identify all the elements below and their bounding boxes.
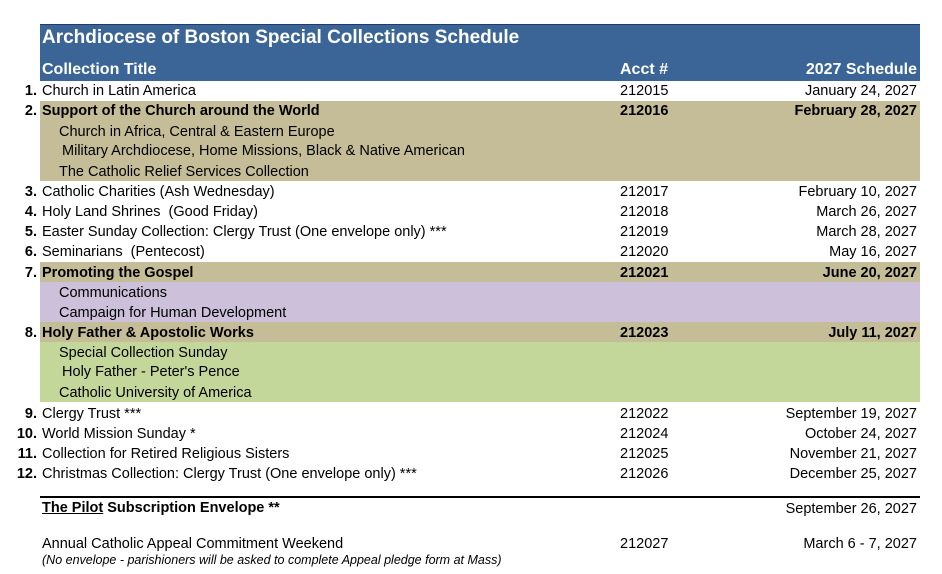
row-number: 10. [16,426,37,442]
row-date: June 20, 2027 [822,265,917,281]
sub-item: Military Archdiocese, Home Missions, Black & Native American [58,143,465,159]
row-title: Promoting the Gospel [42,265,194,281]
sub-item: Communications [59,285,167,301]
row-date: November 21, 2027 [789,446,917,462]
row-date: March 28, 2027 [816,224,917,240]
row-number: 5. [24,224,37,240]
appeal-acct: 212027 [620,536,669,552]
page-title: Archdiocese of Boston Special Collections Schedule [42,27,520,48]
row-number: 12. [16,466,37,482]
row-title: Catholic Charities (Ash Wednesday) [42,184,275,200]
appeal-note: (No envelope - parishioners will be asked to complete Appeal pledge form at Mass) [42,553,502,567]
row-acct: 212021 [620,265,669,281]
row-acct: 212015 [620,83,669,99]
table-row [0,263,920,283]
table-row [0,222,920,242]
row-title: Holy Land Shrines (Good Friday) [42,204,258,220]
pilot-row [0,499,920,519]
sub-item: Church in Africa, Central & Eastern Europe [59,124,335,140]
pilot-name: The Pilot [42,500,104,516]
sub-item: Catholic University of America [59,385,252,401]
appeal-title: Annual Catholic Appeal Commitment Weekend [42,536,344,552]
row-title: World Mission Sunday * [42,426,196,442]
table-row [0,202,920,222]
row-acct: 212022 [620,406,669,422]
row-title: Church in Latin America [42,83,196,99]
column-header-acct: Acct # [620,61,669,78]
row-title: Seminarians (Pentecost) [42,244,205,260]
row-title: Support of the Church around the World [42,103,320,119]
row-title: Clergy Trust *** [42,406,142,422]
row-acct: 212020 [620,244,669,260]
column-header-schedule: 2027 Schedule [805,61,917,78]
row-number: 11. [17,446,37,462]
row-date: December 25, 2027 [789,466,917,482]
table-row [0,444,920,464]
row-acct: 212023 [620,325,669,341]
column-header-title: Collection Title [42,61,157,78]
sub-item: Campaign for Human Development [59,305,287,321]
row-number: 4. [24,204,37,220]
row-title: Collection for Retired Religious Sisters [42,446,290,462]
row-acct: 212019 [620,224,669,240]
row-date: March 26, 2027 [816,204,917,220]
row-number: 8. [24,325,37,341]
row-date: February 10, 2027 [798,184,917,200]
row-title: Easter Sunday Collection: Clergy Trust (One envelope only) *** [42,224,447,240]
appeal-row [0,534,920,554]
sub-item: Holy Father - Peter's Pence [58,364,240,380]
row-date: January 24, 2027 [804,83,917,99]
section-divider [40,496,920,498]
row-date: February 28, 2027 [794,103,917,119]
row-acct: 212017 [620,184,669,200]
pilot-date: September 26, 2027 [785,501,917,517]
row-acct: 212024 [620,426,669,442]
row-acct: 212026 [620,466,669,482]
row-date: September 19, 2027 [785,406,917,422]
table-row [0,182,920,202]
row-number: 3. [24,184,37,200]
row-date: May 16, 2027 [829,244,917,260]
row-number: 9. [24,406,37,422]
table-row [0,323,920,343]
table-row [0,242,920,262]
row-acct: 212025 [620,446,669,462]
row-title: Christmas Collection: Clergy Trust (One envelope only) *** [42,466,417,482]
table-row [0,464,920,484]
table-row [0,404,920,424]
row-number: 6. [24,244,37,260]
table-row [0,81,920,101]
sub-item: The Catholic Relief Services Collection [59,164,309,180]
row-acct: 212018 [620,204,669,220]
row-number: 1. [24,83,37,99]
row-date: July 11, 2027 [828,325,917,341]
row-date: October 24, 2027 [804,426,917,442]
row-acct: 212016 [620,103,669,119]
row-number: 2. [24,103,37,119]
table-row [0,101,920,121]
table-row [0,424,920,444]
appeal-date: March 6 - 7, 2027 [803,536,917,552]
schedule-header [40,24,920,81]
sub-item: Special Collection Sunday [59,345,228,361]
row-title: Holy Father & Apostolic Works [42,325,254,341]
row-number: 7. [24,265,37,281]
pilot-rest: Subscription Envelope ** [103,500,280,516]
